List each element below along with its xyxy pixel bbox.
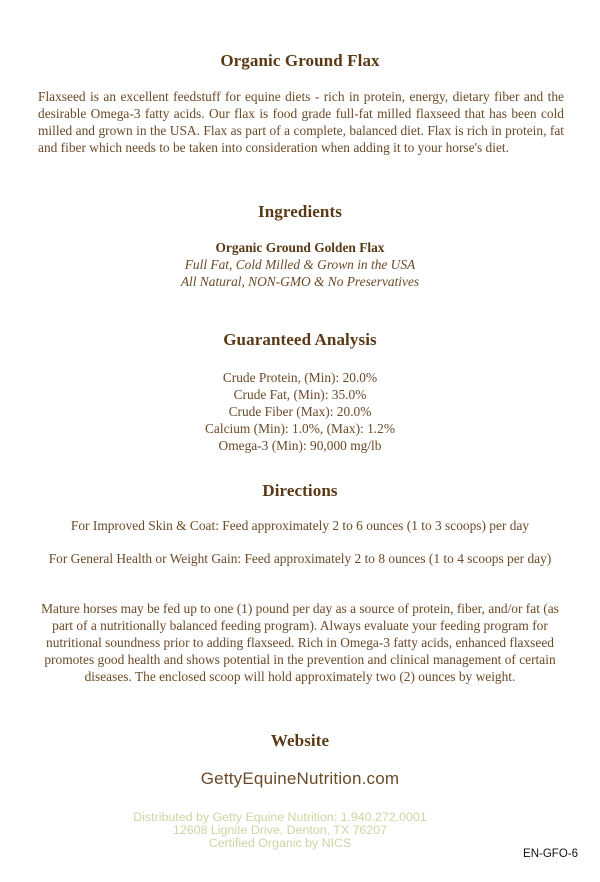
footer-line: Certified Organic by NICS [208, 836, 352, 850]
page-title: Organic Ground Flax [220, 51, 380, 70]
intro-paragraph: Flaxseed is an excellent feedstuff for equine diets - rich in protein, energy, dietary fiber and the desirable Omega-3 fatty acids. Our flax is food grade full-fat milled flaxseed that has been cold milled and grown in the USA. Flax as part of a complete, balanced diet. Flax is rich in protein, fat and fiber which needs to be taken into consideration when adding it to your horse's diet. [38, 89, 564, 155]
directions-general-health: For General Health or Weight Gain: Feed approximately 2 to 8 ounces (1 to 4 scoops per day) [48, 551, 552, 566]
directions-heading: Directions [262, 481, 338, 500]
website-heading: Website [270, 731, 330, 750]
website-url: GettyEquineNutrition.com [200, 769, 400, 788]
directions-skin-coat: For Improved Skin & Coat: Feed approximately 2 to 6 ounces (1 to 3 scoops) per day [70, 518, 530, 533]
analysis-item: Crude Fat, (Min): 35.0% [233, 387, 367, 402]
distributor-footer [90, 811, 470, 850]
ingredient-name: Organic Ground Golden Flax [215, 240, 385, 255]
product-code: EN-GFO-6 [523, 848, 578, 860]
ingredient-detail-2: All Natural, NON-GMO & No Preservatives [180, 274, 420, 289]
analysis-list [0, 369, 600, 454]
ingredients-block [0, 239, 600, 290]
analysis-item: Omega-3 (Min): 90,000 mg/lb [218, 438, 382, 453]
analysis-item: Calcium (Min): 1.0%, (Max): 1.2% [204, 421, 396, 436]
ingredients-heading: Ingredients [258, 202, 342, 221]
analysis-heading: Guaranteed Analysis [223, 330, 377, 349]
footer-line: Distributed by Getty Equine Nutrition: 1.940.272.0001 [133, 810, 427, 824]
directions-mature-horses: Mature horses may be fed up to one (1) pound per day as a source of protein, fiber, and/or fat (as part of a nutritionally balanced feeding program). Always evaluate your feeding program for nutritional soundness prior to adding flaxseed. Rich in Omega-3 fatty acids, enhanced flaxseed promotes good health and shows potential in the prevention and clinical management of certain diseases. The enclosed scoop will hold approximately two (2) ounces by weight. [41, 601, 559, 684]
ingredient-detail-1: Full Fat, Cold Milled & Grown in the USA [184, 257, 416, 272]
analysis-item: Crude Protein, (Min): 20.0% [222, 370, 378, 385]
analysis-item: Crude Fiber (Max): 20.0% [228, 404, 372, 419]
footer-line: 12608 Lignite Drive, Denton, TX 76207 [173, 823, 387, 837]
